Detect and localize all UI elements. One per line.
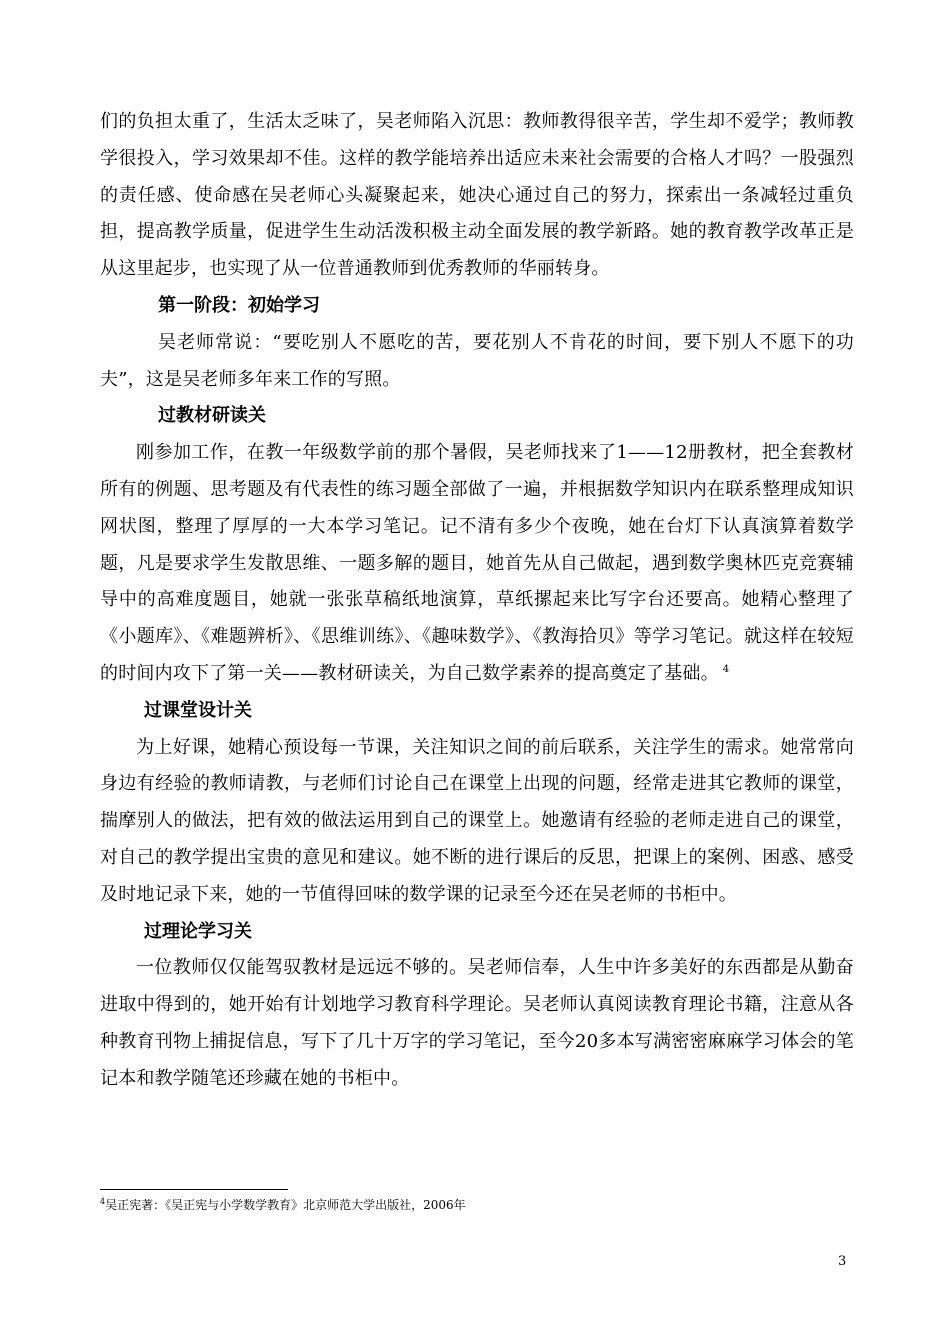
heading-theory-study: 过理论学习关 (144, 920, 252, 942)
paragraph-textbook-study-text: 刚参加工作，在教一年级数学前的那个暑假，吴老师找来了1——12册教材，把全套教材所有的例题、思考题及有代表性的练习题全部做了一遍，并根据数学知识内在联系整理成知识网状图，整理了厚厚的一大本学习笔记。记不清有多少个夜晚，她在台灯下认真演算着数学题，凡是要求学生发散思维、一题多解的题目，她首先从自己做起，遇到数学奥林匹克竞赛辅导中的高难度题目，她就一张张草稿纸地演算，草纸摞起来比写字台还要高。她精心整理了《小题库》、《难题辨析》、《思维训练》、《趣味数学》、《教海拾贝》等学习笔记。就这样在较短的时间内攻下了第一关——教材研读关，为自己数学素养的提高奠定了基础。 (100, 442, 854, 684)
paragraph-intro-continued: 们的负担太重了，生活太乏味了，吴老师陷入沉思：教师教得很辛苦，学生却不爱学；教师教学很投入，学习效果却不佳。这样的教学能培养出适应未来社会需要的合格人才吗？一股强烈的责任感、使命感在吴老师心头凝聚起来，她决心通过自己的努力，探索出一条减轻过重负担，提高教学质量，促进学生生动活泼积极主动全面发展的教学新路。她的教育教学改革正是从这里起步，也实现了从一位普通教师到优秀教师的华丽转身。 (100, 111, 854, 280)
footnote-text: 吴正宪著：《吴正宪与小学数学教育》北京师范大学出版社，2006年 (105, 1198, 466, 1212)
footnote (100, 1196, 466, 1214)
paragraph-textbook-study (100, 435, 854, 693)
heading-textbook-study: 过教材研读关 (158, 405, 266, 427)
body-text (100, 104, 854, 1098)
paragraph-quote: 吴老师常说：“要吃别人不愿吃的苦，要花别人不肯花的时间，要下别人不愿下的功夫”，这是吴老师多年来工作的写照。 (100, 331, 854, 390)
footnote-mark: 4 (100, 1197, 106, 1206)
paragraph-theory-study: 一位教师仅仅能驾驭教材是远远不够的。吴老师信奉，人生中许多美好的东西都是从勤奋进取中得到的，她开始有计划地学习教育科学理论。吴老师认真阅读教育理论书籍，注意从各种教育刊物上捕捉信息，写下了几十万字的学习笔记，至今20多本写满密密麻麻学习体会的笔记本和教学随笔还珍藏在她的书柜中。 (100, 957, 854, 1089)
paragraph-lesson-design: 为上好课，她精心预设每一节课，关注知识之间的前后联系，关注学生的需求。她常常向身边有经验的教师请教，与老师们讨论自己在课堂上出现的问题，经常走进其它教师的课堂，揣摩别人的做法，把有效的做法运用到自己的课堂上。她邀请有经验的老师走进自己的课堂，对自己的教学提出宝贵的意见和建议。她不断的进行课后的反思，把课上的案例、困惑、感受及时地记录下来，她的一节值得回味的数学课的记录至今还在吴老师的书柜中。 (100, 736, 854, 905)
heading-lesson-design: 过课堂设计关 (144, 699, 252, 721)
footnote-reference: 4 (722, 663, 730, 675)
heading-stage-one: 第一阶段：初始学习 (158, 294, 320, 316)
footnote-separator (100, 1189, 288, 1190)
page-number: 3 (838, 1254, 847, 1269)
